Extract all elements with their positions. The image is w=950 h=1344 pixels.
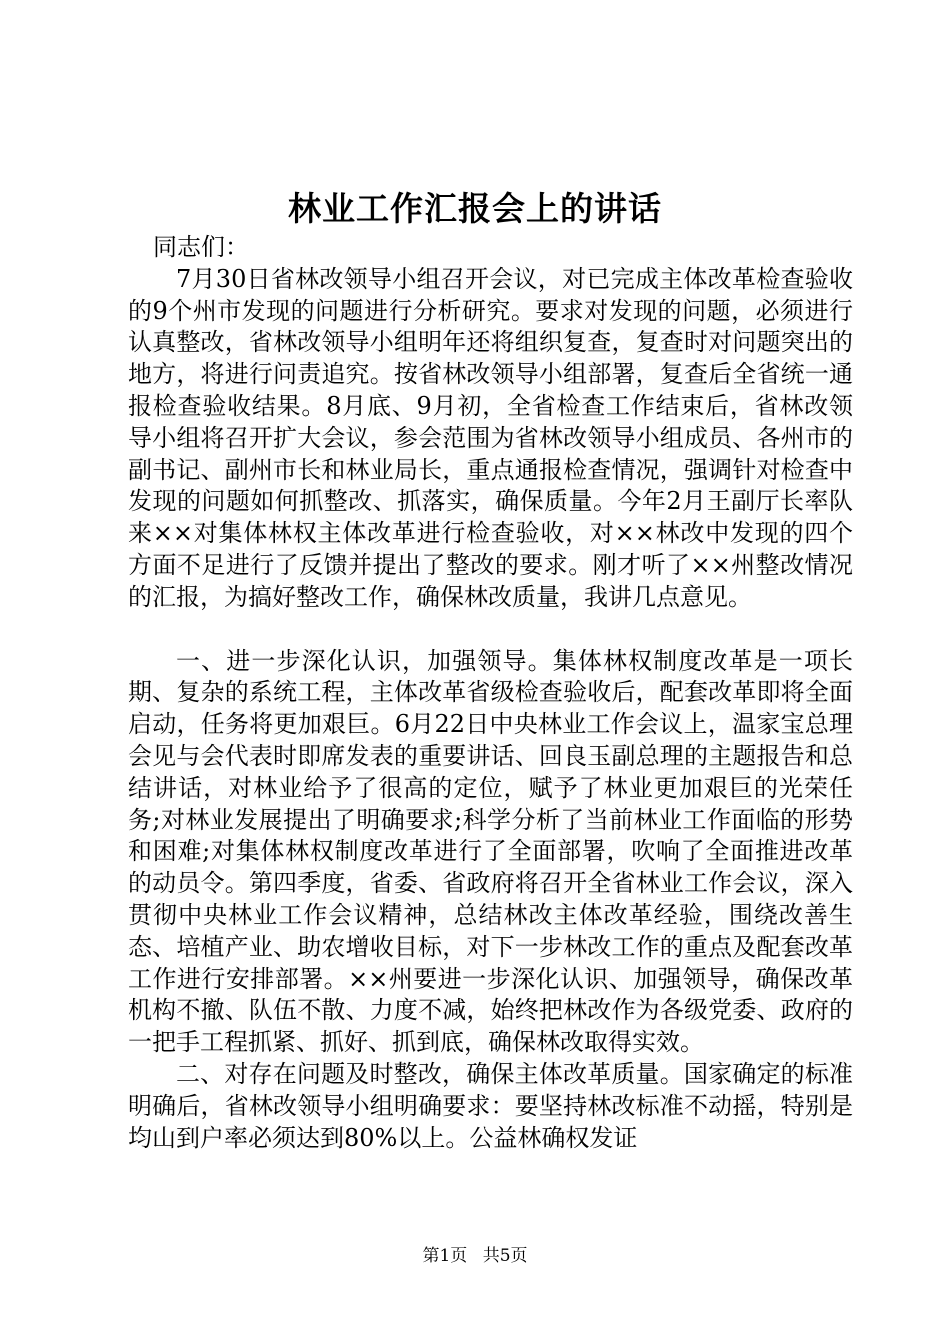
paragraph-2: 一、进一步深化认识，加强领导。集体林权制度改革是一项长期、复杂的系统工程，主体改革省级检查验收后，配套改革即将全面启动，任务将更加艰巨。6月22日中央林业工作会议上，温家宝总理会见与会代表时即席发表的重要讲话、回良玉副总理的主题报告和总结讲话，对林业给予了很高的定位，赋予了林业更加艰巨的光荣任务;对林业发展提出了明确要求;科学分析了当前林业工作面临的形势和困难;对集体林权制度改革进行了全面部署，吹响了全面推进改革的动员令。第四季度，省委、省政府将召开全省林业工作会议，深入贯彻中央林业工作会议精神，总结林改主体改革经验，围绕改善生态、培植产业、助农增收目标，对下一步林改工作的重点及配套改革工作进行安排部署。××州要进一步深化认识、加强领导，确保改革机构不撤、队伍不散、力度不减，始终把林改作为各级党委、政府的一把手工程抓紧、抓好、抓到底，确保林改取得实效。 <box>128 646 853 1057</box>
document-body <box>128 232 853 1154</box>
document-title: 林业工作汇报会上的讲话 <box>288 189 662 228</box>
page-number: 第1页 <box>422 1246 468 1266</box>
paragraph-3: 二、对存在问题及时整改，确保主体改革质量。国家确定的标准明确后，省林改领导小组明确要求：要坚持林改标准不动摇，特别是均山到户率必须达到80%以上。公益林确权发证 <box>128 1059 853 1152</box>
salutation: 同志们： <box>153 233 249 261</box>
page-total: 共5页 <box>482 1246 528 1266</box>
page-footer <box>0 1244 950 1268</box>
paragraph-1: 7月30日省林改领导小组召开会议，对已完成主体改革检查验收的9个州市发现的问题进行分析研究。要求对发现的问题，必须进行认真整改，省林改领导小组明年还将组织复查，复查时对问题突出的地方，将进行问责追究。按省林改领导小组部署，复查后全省统一通报检查验收结果。8月底、9月初，全省检查工作结束后，省林改领导小组将召开扩大会议，参会范围为省林改领导小组成员、各州市的副书记、副州市长和林业局长，重点通报检查情况，强调针对检查中发现的问题如何抓整改、抓落实，确保质量。今年2月王副厅长率队来××对集体林权主体改革进行检查验收，对××林改中发现的四个方面不足进行了反馈并提出了整改的要求。刚才听了××州整改情况的汇报，为搞好整改工作，确保林改质量，我讲几点意见。 <box>128 264 853 611</box>
paragraph-spacer <box>128 614 853 646</box>
